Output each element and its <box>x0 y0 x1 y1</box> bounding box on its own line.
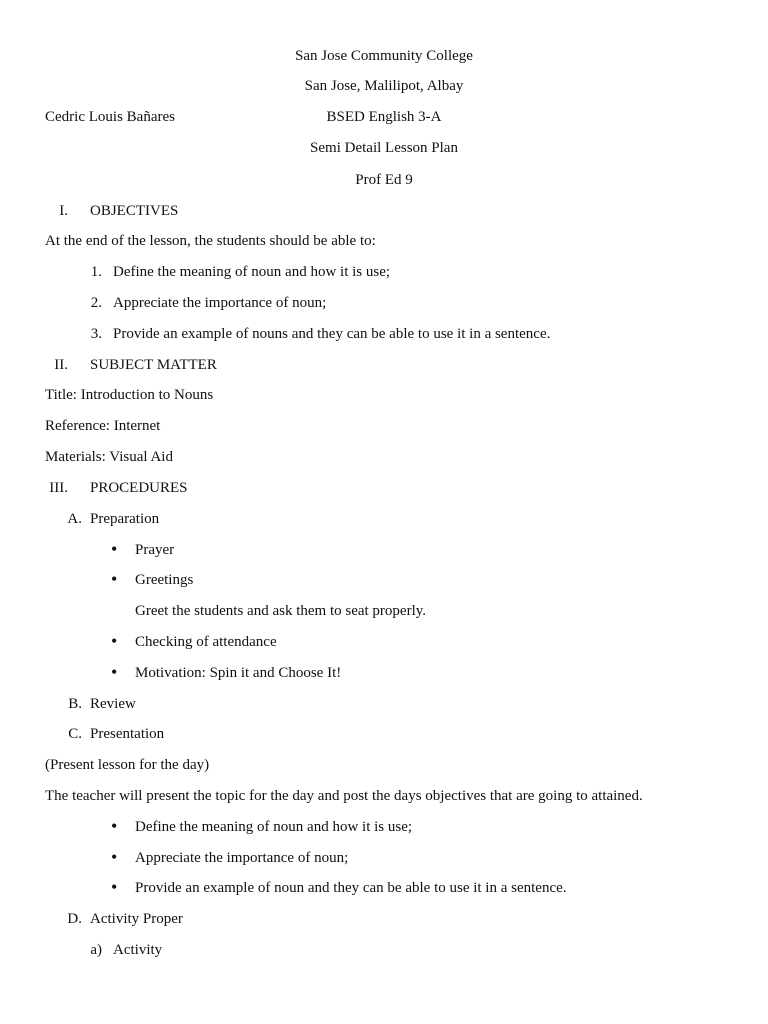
college-name: San Jose Community College <box>295 48 473 64</box>
section-heading-subject-matter: SUBJECT MATTER <box>90 357 217 373</box>
bullet-item: Appreciate the importance of noun; <box>135 850 349 866</box>
activity-proper-label: Activity Proper <box>90 911 183 927</box>
section-numeral: II. <box>54 357 68 373</box>
activity-label: Activity <box>113 942 163 958</box>
bullet-item: Prayer <box>135 542 175 558</box>
presentation-note: (Present lesson for the day) <box>45 757 210 773</box>
college-address: San Jose, Malilipot, Albay <box>304 78 464 94</box>
preparation-label: Preparation <box>90 511 160 527</box>
subject-reference: Reference: Internet <box>45 418 161 434</box>
plan-type: Semi Detail Lesson Plan <box>310 140 458 156</box>
list-letter: D. <box>67 911 82 927</box>
objective-item: Define the meaning of noun and how it is use; <box>113 264 391 280</box>
section-heading-procedures: PROCEDURES <box>90 480 188 496</box>
bullet-item: Checking of attendance <box>135 634 277 650</box>
bullet-item: Define the meaning of noun and how it is use; <box>135 819 413 835</box>
list-number: 2. <box>90 295 102 311</box>
subject-code: Prof Ed 9 <box>355 172 413 188</box>
bullet-item: Provide an example of noun and they can be able to use it in a sentence. <box>135 880 567 896</box>
author-name: Cedric Louis Bañares <box>45 109 175 125</box>
bullet-icon: • <box>111 877 118 897</box>
bullet-icon: • <box>111 847 118 867</box>
review-label: Review <box>90 696 136 712</box>
list-letter: A. <box>67 511 82 527</box>
list-number: 3. <box>90 326 102 342</box>
objective-item: Provide an example of nouns and they can be able to use it in a sentence. <box>113 326 551 342</box>
section-heading-objectives: OBJECTIVES <box>90 203 179 219</box>
subject-materials: Materials: Visual Aid <box>45 449 173 465</box>
objective-item: Appreciate the importance of noun; <box>113 295 327 311</box>
list-letter: C. <box>68 726 82 742</box>
list-letter: B. <box>68 696 82 712</box>
presentation-label: Presentation <box>90 726 165 742</box>
subject-title: Title: Introduction to Nouns <box>45 387 214 403</box>
list-letter: a) <box>90 942 102 958</box>
bullet-icon: • <box>111 631 118 651</box>
section-numeral: III. <box>49 480 68 496</box>
course-section: BSED English 3-A <box>326 109 442 125</box>
bullet-icon: • <box>111 816 118 836</box>
bullet-item: Motivation: Spin it and Choose It! <box>135 665 342 681</box>
list-number: 1. <box>90 264 102 280</box>
section-numeral: I. <box>59 203 68 219</box>
bullet-icon: • <box>111 569 118 589</box>
presentation-intro: The teacher will present the topic for the day and post the days objectives that are going to attained. <box>45 788 643 804</box>
bullet-item: Greetings <box>135 572 194 588</box>
bullet-icon: • <box>111 539 118 559</box>
greeting-note: Greet the students and ask them to seat properly. <box>135 603 427 619</box>
objectives-intro: At the end of the lesson, the students should be able to: <box>45 233 376 249</box>
bullet-icon: • <box>111 662 118 682</box>
